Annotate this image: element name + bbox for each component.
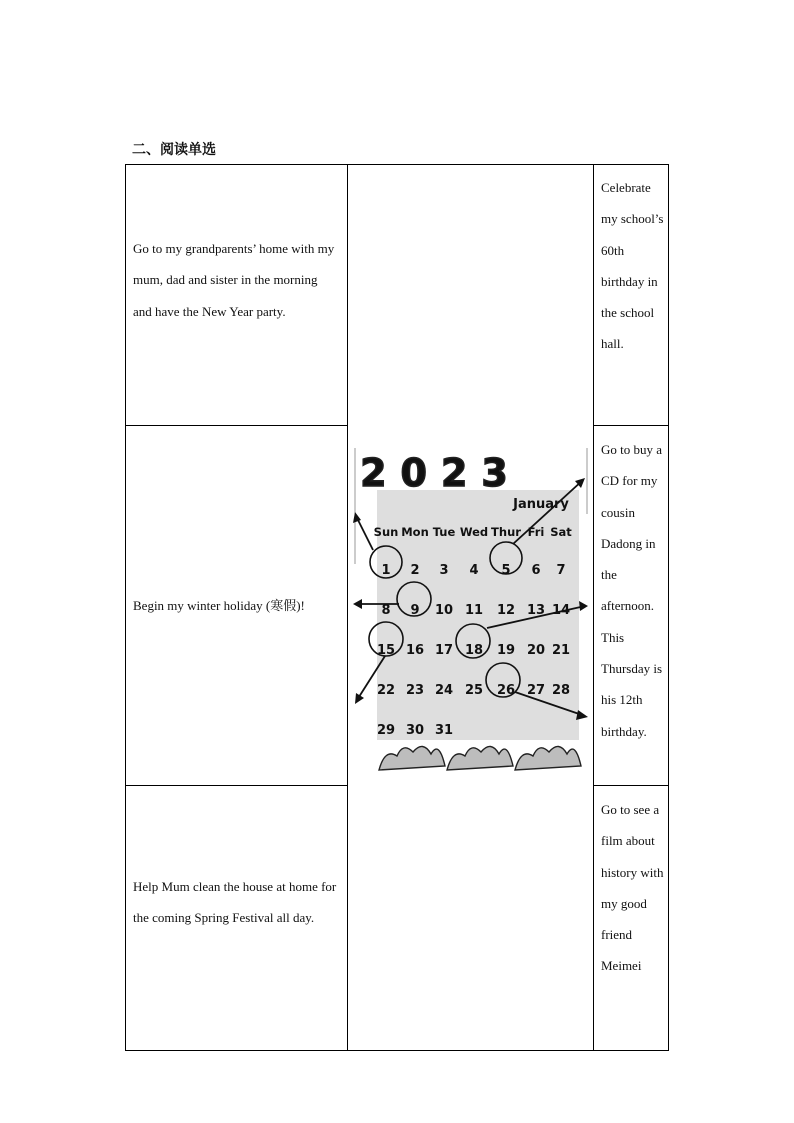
arrow-head [579,601,588,611]
calendar-date: 8 [381,603,391,618]
calendar-month: January [513,497,569,512]
arrow-head [353,599,362,609]
calendar-date: 2 [410,563,420,578]
calendar-date: 7 [556,563,566,578]
calendar-date: 31 [434,723,454,738]
calendar-date: 22 [376,683,396,698]
weekday-label: Tue [432,525,456,539]
arrow-line [356,516,373,550]
calendar-date: 21 [551,643,571,658]
activity-text: Begin my winter holiday (寒假)! [133,598,305,613]
calendar-date: 18 [464,643,484,658]
calendar-date: 14 [551,603,571,618]
calendar-svg [353,444,591,776]
calendar-date: 27 [526,683,546,698]
calendar-year: 2023 [360,451,522,495]
activity-text: Celebrate my school’s 60th birthday in the school hall. [601,180,664,352]
arrow-head [353,512,361,523]
table-cell-left-3 [125,785,348,1051]
weekday-label: Sun [373,525,399,539]
calendar-date: 20 [526,643,546,658]
calendar-date: 30 [405,723,425,738]
weekday-label: Mon [401,525,429,539]
calendar-date: 19 [496,643,516,658]
calendar-date: 11 [464,603,484,618]
activity-text: Go to buy a CD for my cousin Dadong in the afternoon. This Thursday is his 12th birthday. [601,442,663,739]
calendar-date: 23 [405,683,425,698]
weekday-label: Wed [459,525,489,539]
calendar-date: 5 [501,563,511,578]
calendar-date: 4 [469,563,479,578]
calendar-date: 29 [376,723,396,738]
calendar-date: 24 [434,683,454,698]
calendar-date: 1 [381,563,391,578]
table-cell-left-2 [125,425,348,786]
weekday-label: Thur [491,525,521,539]
activity-text: Go to see a film about history with my good friend Meimei [601,802,664,974]
calendar-date: 28 [551,683,571,698]
table-cell-left-1 [125,164,348,426]
weekday-label: Sat [550,525,572,539]
calendar-date: 16 [405,643,425,658]
calendar-date: 12 [496,603,516,618]
table-cell-right-3 [593,785,669,1051]
calendar-date: 17 [434,643,454,658]
calendar-date: 6 [531,563,541,578]
calendar-date: 13 [526,603,546,618]
calendar-image [353,444,591,776]
weekday-row [374,525,573,539]
table-cell-right-2 [593,425,669,786]
cloud-border [377,740,581,770]
calendar-date: 26 [496,683,516,698]
section-title: 二、阅读单选 [132,142,216,158]
activity-text: Go to my grandparents’ home with my mum, dad and sister in the morning and have the New Year party. [133,241,335,319]
calendar-date: 25 [464,683,484,698]
table-cell-right-1 [593,164,669,426]
calendar-date: 9 [410,603,420,618]
calendar-date: 10 [434,603,454,618]
weekday-label: Fri [527,525,545,539]
arrow-head [576,710,588,720]
activity-text: Help Mum clean the house at home for the coming Spring Festival all day. [133,879,337,926]
calendar-date: 15 [376,643,396,658]
calendar-date: 3 [439,563,449,578]
